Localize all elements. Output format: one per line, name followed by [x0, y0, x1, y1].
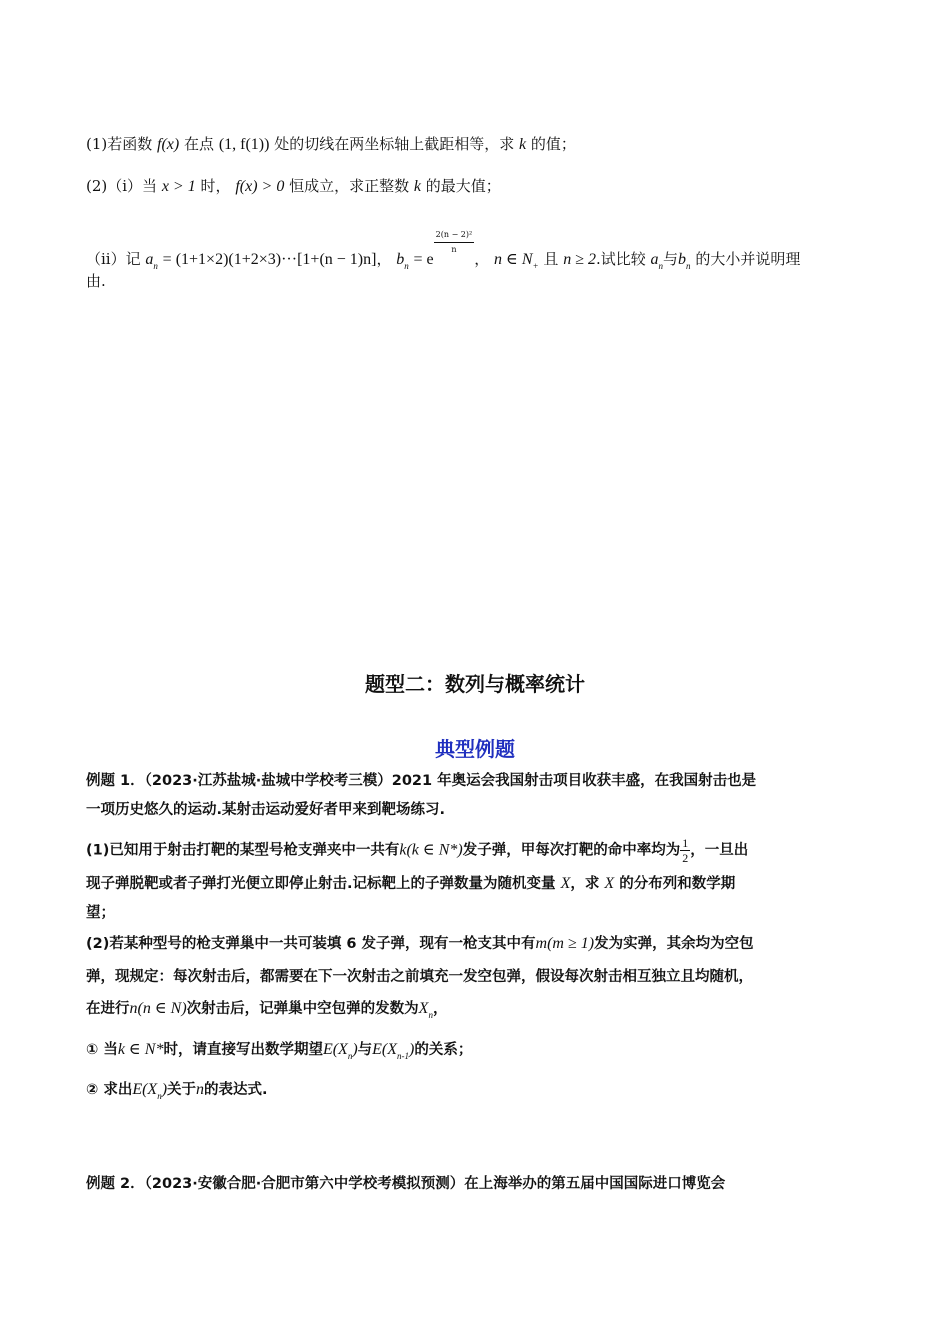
q3-comma: ， — [376, 250, 392, 268]
example1-part2-line1 — [86, 933, 754, 955]
p1-frac-den: 2 — [682, 851, 689, 865]
section-heading-type2: 题型二：数列与概率统计 — [365, 672, 585, 696]
p1-line2-suffix: 的分布列和数学期 — [619, 876, 736, 892]
q2-condition: x > 1 — [161, 178, 196, 195]
q3-a-sub: n — [153, 261, 158, 271]
q3-n-in-sub: + — [532, 261, 539, 271]
p2-text: (2)若某种型号的枪支弹巢中一共可装填 6 发子弹，现有一枪支其中有 — [86, 936, 536, 952]
q2-text: (2)（i）当 — [86, 177, 158, 195]
q2-inequality: f(x) > 0 — [235, 178, 285, 195]
c2-E: E(X — [132, 1081, 158, 1098]
q3-b: b — [396, 251, 405, 268]
q2-k: k — [413, 178, 421, 195]
q3-a2: a — [650, 251, 659, 268]
p2-Xn-sub: n — [428, 1010, 433, 1020]
p1-text: (1)已知用于射击打靶的某型号枪支弹夹中一共有 — [86, 842, 400, 859]
c2-mid: 关于 — [167, 1082, 197, 1098]
c1-text-mid: 时，请直接写出数学期望 — [163, 1042, 323, 1058]
q2-text-end: 的最大值； — [425, 177, 501, 195]
q3-a: a — [145, 251, 154, 268]
p1-frac-num: 1 — [682, 836, 689, 850]
q3-a-definition: = (1+1×2)(1+2×3)···[1+(n − 1)n] — [162, 251, 377, 268]
example1-line1: 例题 1．（2023·江苏盐城·盐城中学校考三模）2021 年奥运会我国射击项目收获丰盛，在我国射击也是 — [86, 773, 757, 789]
example1-subquestion-1: ① 当k ∈ N*时，请直接写出数学期望$E(X_n)$与$E(X_{n-1})$的关系； — [86, 1041, 473, 1061]
example1-part2-line2: 弹，现规定：每次射击后，都需要在下一次射击之前填充一发空包弹，假设每次射击相互独立且均随机， — [86, 969, 753, 985]
q3-and: 且 — [543, 250, 559, 268]
example1-part1-line1 — [86, 836, 748, 865]
c1-E2: E(X — [372, 1041, 398, 1058]
q3-exp-num: 2(n − 2)² — [434, 228, 475, 243]
q3-b-sub: n — [404, 261, 409, 271]
example1-subquestion-2: ② 求出$E(X_n)$关于n的表达式. — [86, 1081, 268, 1101]
q1-k: k — [519, 136, 527, 153]
p2-line3-text: 在进行 — [86, 1001, 130, 1017]
p2-text-suffix: 发为实弹，其余均为空包 — [594, 936, 754, 952]
p1-fraction — [680, 836, 690, 865]
example1-part2-line3 — [86, 998, 447, 1026]
example1-line2: 一项历史悠久的运动.某射击运动爱好者甲来到靶场练习. — [86, 802, 446, 818]
q3-n-ge: n ≥ 2 — [563, 251, 596, 268]
q3-n-in: n ∈ N — [494, 251, 533, 268]
q2-text-suffix: 恒成立，求正整数 — [289, 177, 410, 195]
p2-line3-mid: 次射击后，记弹巢中空包弹的发数为 — [186, 1001, 419, 1017]
c1-E1: E(X — [322, 1041, 348, 1058]
section-heading-examples: 典型例题 — [435, 737, 515, 761]
q1-point: (1, f(1)) — [218, 136, 270, 153]
example1-part1-line2 — [86, 873, 735, 895]
c1-k: k ∈ N* — [117, 1041, 164, 1058]
q3-text: （ii）记 — [86, 250, 141, 268]
q1-text-mid: 在点 — [184, 135, 215, 153]
q3-b2-sub: n — [686, 261, 691, 271]
c1-E2-sub: n-1 — [397, 1051, 410, 1061]
q3-b2: b — [678, 251, 687, 268]
p1-text-mid: 发子弹，甲每次打靶的命中率均为 — [462, 842, 681, 859]
p1-line2-mid: ，求 — [570, 876, 600, 892]
p1-line2-text: 现子弹脱靶或者子弹打光便立即停止射击.记标靶上的子弹数量为随机变量 — [86, 876, 556, 892]
q3-compare: .试比较 — [595, 250, 646, 268]
c1-with: 与 — [357, 1042, 373, 1058]
p2-line3-end: ， — [432, 1001, 448, 1017]
q3-b-definition: = e — [413, 251, 434, 268]
question-2i-line — [86, 175, 501, 198]
q1-text-end: 的值； — [530, 135, 576, 153]
q3-tail2: 由. — [86, 272, 106, 290]
question-2ii-line-2 — [86, 270, 106, 292]
example1-part1-line3: 望； — [86, 905, 115, 921]
q3-a2-sub: n — [658, 261, 664, 271]
c1-text: ① 当 — [86, 1042, 118, 1058]
q1-func: f(x) — [157, 136, 180, 153]
c2-n: n — [196, 1081, 205, 1098]
p2-m: m(m ≥ 1) — [535, 935, 595, 952]
q2-text-mid: 时， — [200, 177, 231, 195]
q1-text: (1)若函数 — [86, 135, 153, 153]
question-1-line — [86, 133, 576, 156]
q3-with: 与 — [663, 250, 679, 268]
p1-k: k(k ∈ N*) — [399, 841, 463, 859]
question-2ii-line: （ii）记 $a_n = (1+1\times 2)(1+2\times 3)\cdot\cdot\cdot[1+(n - 1)n]$， $b_n = e$ $\frac{\text{2(n − 2)²}}{n}$ ， n ∈ $N_+$ 且 n ≥ 2.试比较 $a_n$与$b_n$ 的大小并说明理 — [86, 230, 801, 271]
c2-text: ② 求出 — [86, 1082, 133, 1098]
p1-X: X — [560, 875, 571, 892]
q3-tail: 的大小并说明理 — [695, 250, 801, 268]
p1-text-suffix: ，一旦出 — [690, 842, 749, 859]
c2-E-sub: n — [157, 1091, 162, 1101]
q3-exp-den: n — [451, 245, 457, 254]
p2-n: n(n ∈ N) — [129, 1000, 187, 1017]
example2-line1: 例题 2．（2023·安徽合肥·合肥市第六中学校考模拟预测）在上海举办的第五届中国国际进口博览会 — [86, 1176, 726, 1192]
c2-end: 的表达式. — [204, 1082, 268, 1098]
c1-end: 的关系； — [414, 1042, 473, 1058]
p2-Xn: X — [418, 1000, 429, 1017]
q3-exponent — [434, 228, 475, 257]
p1-X2: X — [604, 875, 615, 892]
q1-text-suffix: 处的切线在两坐标轴上截距相等，求 — [274, 135, 515, 153]
c1-E1-sub: n — [347, 1051, 353, 1061]
